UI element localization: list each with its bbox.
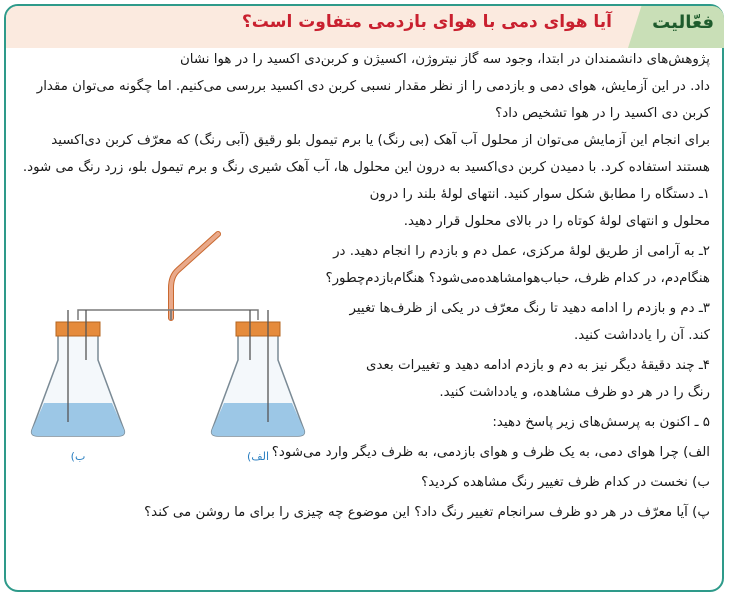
question-line: پ) آیا معرّف در هر دو ظرف سرانجام تغییر رنگ داد؟ این موضوع چه چیزی را برای ما روشن می کند؟ — [144, 505, 710, 520]
step-line: هنگام‌دم، در کدام ظرف، حباب‌هوامشاهده‌می‌شود؟ هنگام‌بازدم‌چطور؟ — [325, 271, 710, 286]
experiment-apparatus — [28, 210, 318, 470]
flask-b-label: ب) — [70, 450, 86, 463]
step-line: ۳ـ دم و بازدم را ادامه دهید تا رنگ معرّف در یکی از ظرف‌ها تغییر — [349, 301, 710, 316]
question-line: ب) نخست در کدام ظرف تغییر رنگ مشاهده کردید؟ — [421, 475, 710, 490]
intro-line: کربن دی اکسید را در هوا تشخیص داد؟ — [495, 106, 710, 121]
glass-connector-left — [78, 310, 171, 320]
indicator-solution-b — [32, 403, 125, 436]
activity-tag-label: فعّالیت — [652, 12, 714, 33]
intro-line: داد. در این آزمایش، هوای دمی و بازدمی را از نظر مقدار نسبی کربن دی اکسید بررسی می‌کنیم. اما چگونه می‌توان مقدار — [36, 79, 710, 94]
glass-connector-right — [171, 310, 258, 320]
question-line: الف) چرا هوای دمی، به یک ظرف و هوای بازدمی، به ظرف دیگر وارد می‌شود؟ — [271, 445, 710, 460]
flask-b — [32, 310, 125, 436]
activity-title: آیا هوای دمی با هوای بازدمی متفاوت است؟ — [241, 12, 612, 32]
step-line: محلول و انتهای لولهٔ کوتاه را در بالای محلول قرار دهید. — [403, 214, 710, 229]
indicator-solution-a — [212, 403, 305, 436]
mouth-tube — [171, 234, 218, 318]
step-line: ۵ ـ اکنون به پرسش‌های زیر پاسخ دهید: — [492, 415, 710, 430]
indicator-line: برای انجام این آزمایش می‌توان از محلول آب آهک (بی رنگ) یا برم تیمول بلو رقیق (آبی رنگ) که معرّف کربن دی‌اکسید — [51, 133, 710, 148]
flask-a — [212, 310, 305, 436]
step-line: کند. آن را یادداشت کنید. — [573, 328, 710, 343]
intro-line: پژوهش‌های دانشمندان در ابتدا، وجود سه گاز نیتروژن، اکسیژن و کربن‌دی اکسید را در هوا نشان — [179, 52, 710, 67]
indicator-line: هستند استفاده کرد. با دمیدن کربن دی‌اکسید به درون این محلول ها، آب آهک شیری رنگ و برم تیمول بلو، زرد رنگ می شود. — [22, 160, 710, 175]
step-line: ۴ـ چند دقیقهٔ دیگر نیز به دم و بازدم ادامه دهید و تغییرات بعدی — [366, 358, 710, 373]
flask-a-label: الف) — [246, 450, 270, 463]
step-line: ۲ـ به آرامی از طریق لولهٔ مرکزی، عمل دم و بازدم را انجام دهید. در — [333, 244, 710, 259]
step-line: رنگ را در هر دو ظرف مشاهده، و یادداشت کنید. — [439, 385, 710, 400]
stopper-a — [236, 322, 280, 336]
stopper-b — [56, 322, 100, 336]
step-line: ۱ـ دستگاه را مطابق شکل سوار کنید. انتهای لولهٔ بلند را درون — [369, 187, 710, 202]
